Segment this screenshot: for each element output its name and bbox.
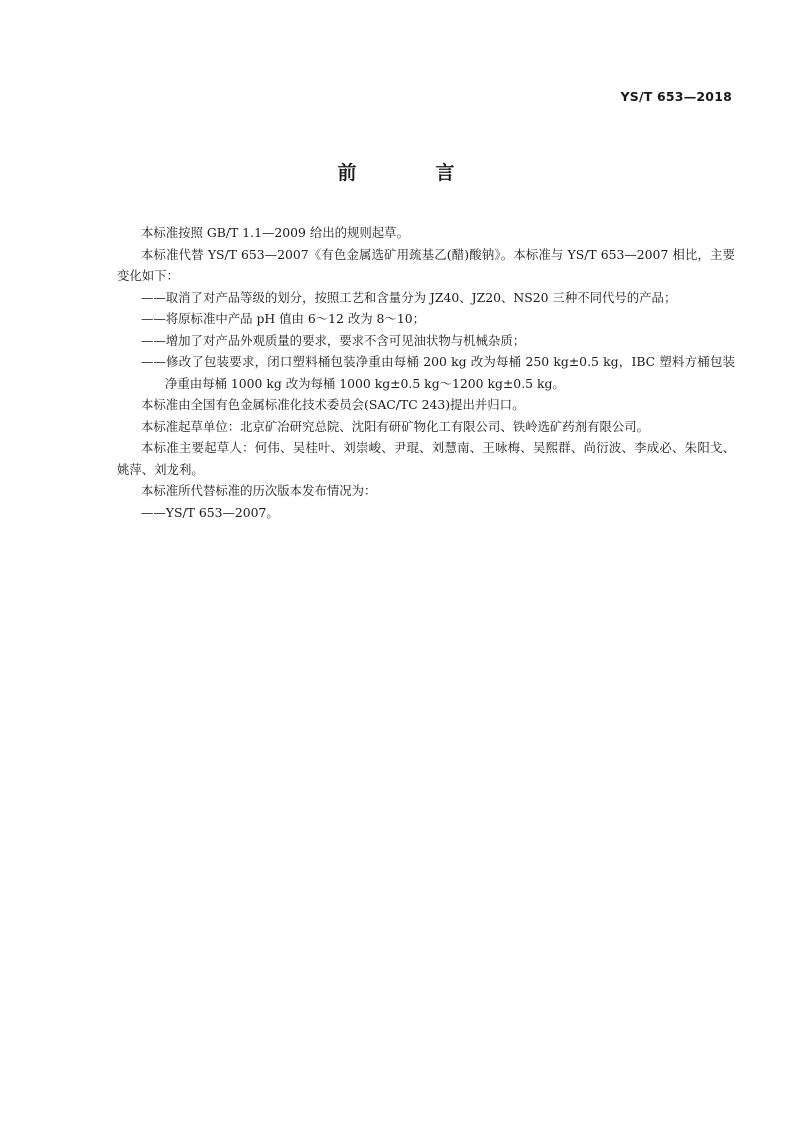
standard-code: YS/T 653—2018 [620, 89, 732, 104]
change-item-ph: ——将原标准中产品 pH 值由 6～12 改为 8～10； [141, 311, 425, 326]
paragraph-proposer: 本标准由全国有色金属标准化技术委员会(SAC/TC 243)提出并归口。 [141, 397, 525, 412]
change-item-grades: ——取消了对产品等级的划分，按照工艺和含量分为 JZ40、JZ20、NS20 三种不同代号的产品； [141, 289, 677, 305]
paragraph-replacement: 本标准代替 YS/T 653—2007《有色金属选矿用巯基乙(醋)酸钠》。本标准与 YS/T 653—2007 相比，主要变化如下： [117, 246, 735, 283]
paragraph-drafting-units: 本标准起草单位：北京矿冶研究总院、沈阳有研矿物化工有限公司、铁岭选矿药剂有限公司。 [141, 418, 650, 434]
page-title: 前 言 [337, 162, 485, 184]
paragraph-drafting-rules: 本标准按照 GB/T 1.1—2009 给出的规则起草。 [141, 225, 409, 240]
version-item-2007: ——YS/T 653—2007。 [141, 504, 279, 520]
foreword-body [117, 222, 735, 523]
change-item-packaging: ——修改了包装要求，闭口塑料桶包装净重由每桶 200 kg 改为每桶 250 kg±0.5 kg，IBC 塑料方桶包装净重由每桶 1000 kg 改为每桶 1000 kg±0.5 kg～1200 kg±0.5 kg。 [141, 354, 735, 391]
change-item-appearance: ——增加了对产品外观质量的要求，要求不含可见油状物与机械杂质； [141, 332, 526, 348]
paragraph-version-history: 本标准所代替标准的历次版本发布情况为： [141, 483, 377, 498]
paragraph-drafters: 本标准主要起草人：何伟、吴桂叶、刘崇峻、尹琨、刘慧南、王咏梅、吴熙群、尚衍波、李成必、朱阳戈、姚萍、刘龙利。 [117, 440, 735, 477]
